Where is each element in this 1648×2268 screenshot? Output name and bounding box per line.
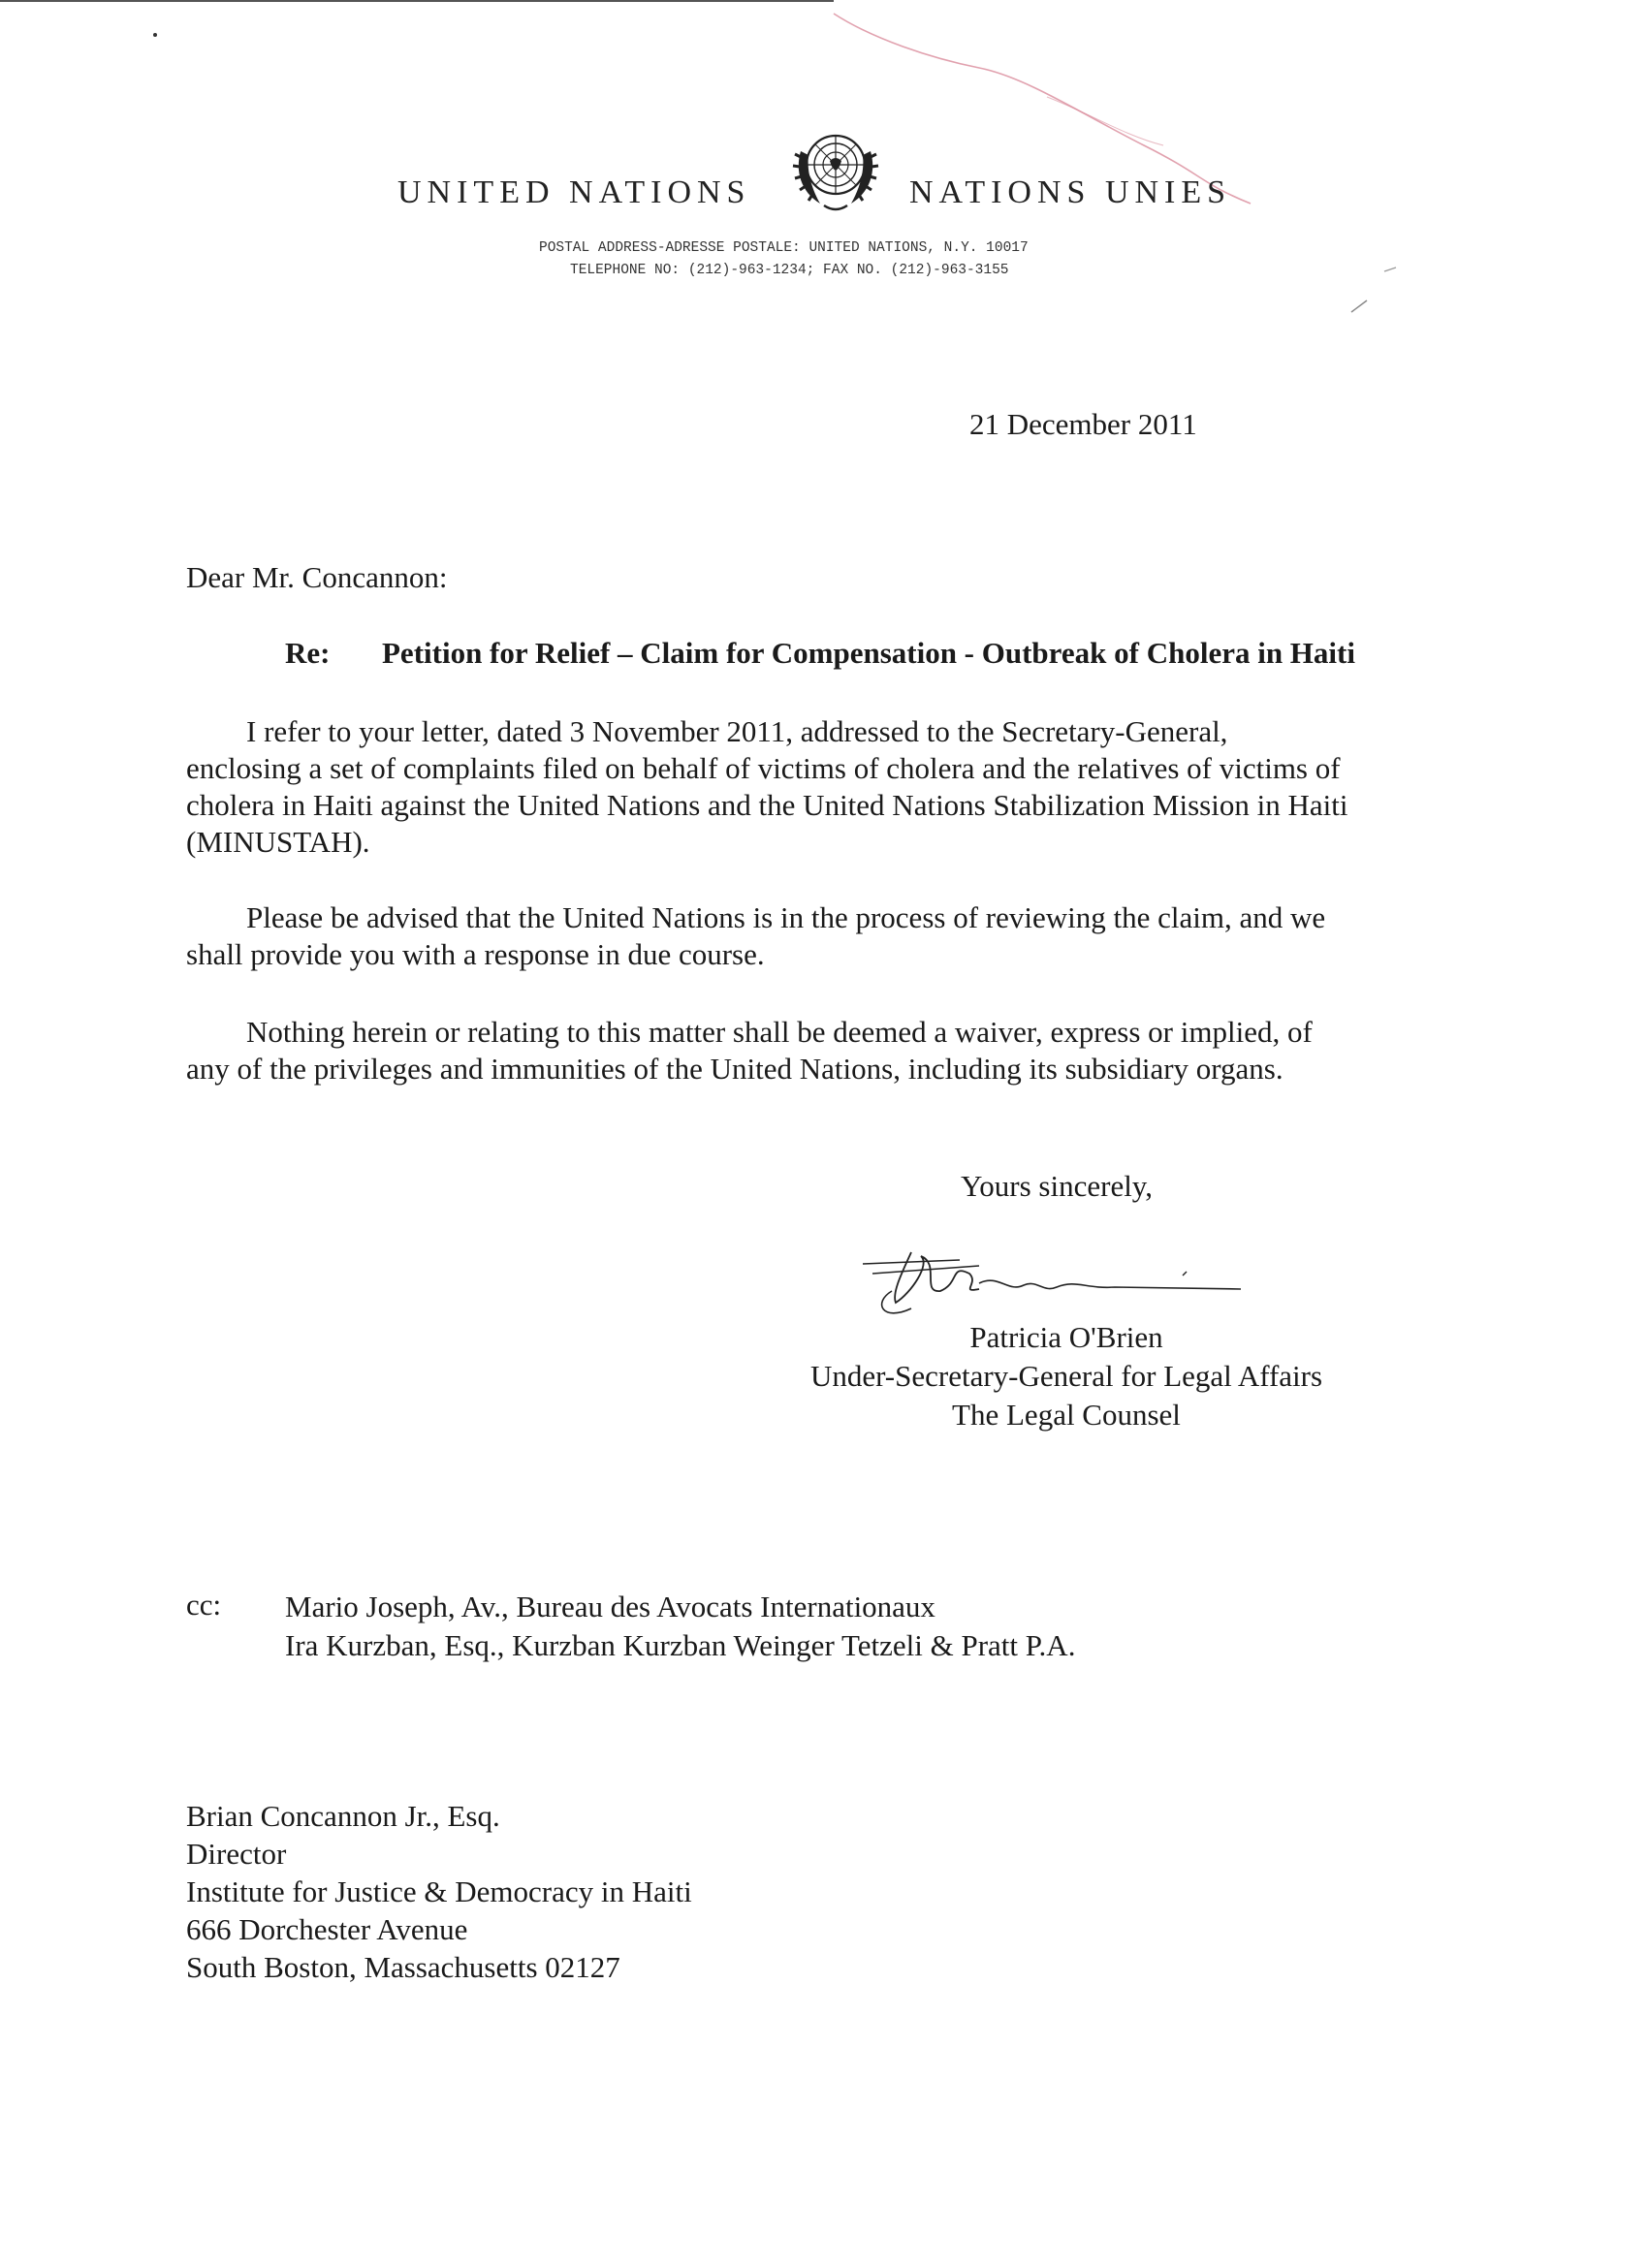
address-line: Institute for Justice & Democracy in Haiti [186,1874,692,1908]
cc-list [285,1588,1075,1665]
signatory-title: Under-Secretary-General for Legal Affairs [809,1359,1323,1393]
letter-date: 21 December 2011 [969,407,1197,441]
body-paragraph: Please be advised that the United Nations is in the process of reviewing the claim, and we shall provide you with a response in due course. [186,900,1326,971]
body-paragraph: I refer to your letter, dated 3 November 2011, addressed to the Secretary-General, enclosing a set of complaints filed on behalf of victims of cholera and the relatives of victims of cholera in Haiti against the United Nations and the United Nations Stabilization Mission in Haiti (MINUSTAH). [186,714,1348,859]
letterhead-org-en: UNITED NATIONS [397,174,751,210]
address-line: 666 Dorchester Avenue [186,1912,468,1946]
address-line: Director [186,1837,287,1871]
subject-label: Re: [285,636,331,670]
signatory-role: The Legal Counsel [952,1398,1181,1432]
telephone-fax: TELEPHONE NO: (212)-963-1234; FAX NO. (212)-963-3155 [570,263,1009,278]
body-paragraph: Nothing herein or relating to this matter shall be deemed a waiver, express or implied, of any of the privileges and immunities of the United Nations, including its subsidiary organs. [186,1015,1313,1086]
signatory-name: Patricia O'Brien [969,1320,1163,1354]
subject-line: Petition for Relief – Claim for Compensation - Outbreak of Cholera in Haiti [382,636,1355,670]
cc-recipient: Mario Joseph, Av., Bureau des Avocats Internationaux [285,1590,935,1623]
address-line: Brian Concannon Jr., Esq. [186,1799,500,1833]
un-emblem-icon [787,122,884,219]
cc-recipient: Ira Kurzban, Esq., Kurzban Kurzban Weinger Tetzeli & Pratt P.A. [285,1628,1076,1662]
letterhead-org-fr: NATIONS UNIES [909,174,1232,210]
address-line: South Boston, Massachusetts 02127 [186,1950,620,1984]
cc-label: cc: [186,1588,222,1622]
closing: Yours sincerely, [961,1169,1154,1203]
salutation: Dear Mr. Concannon: [186,560,448,594]
postal-address: POSTAL ADDRESS-ADRESSE POSTALE: UNITED NATIONS, N.Y. 10017 [539,240,1029,256]
recipient-address [186,1797,692,1986]
signature-block [679,1318,1454,1434]
